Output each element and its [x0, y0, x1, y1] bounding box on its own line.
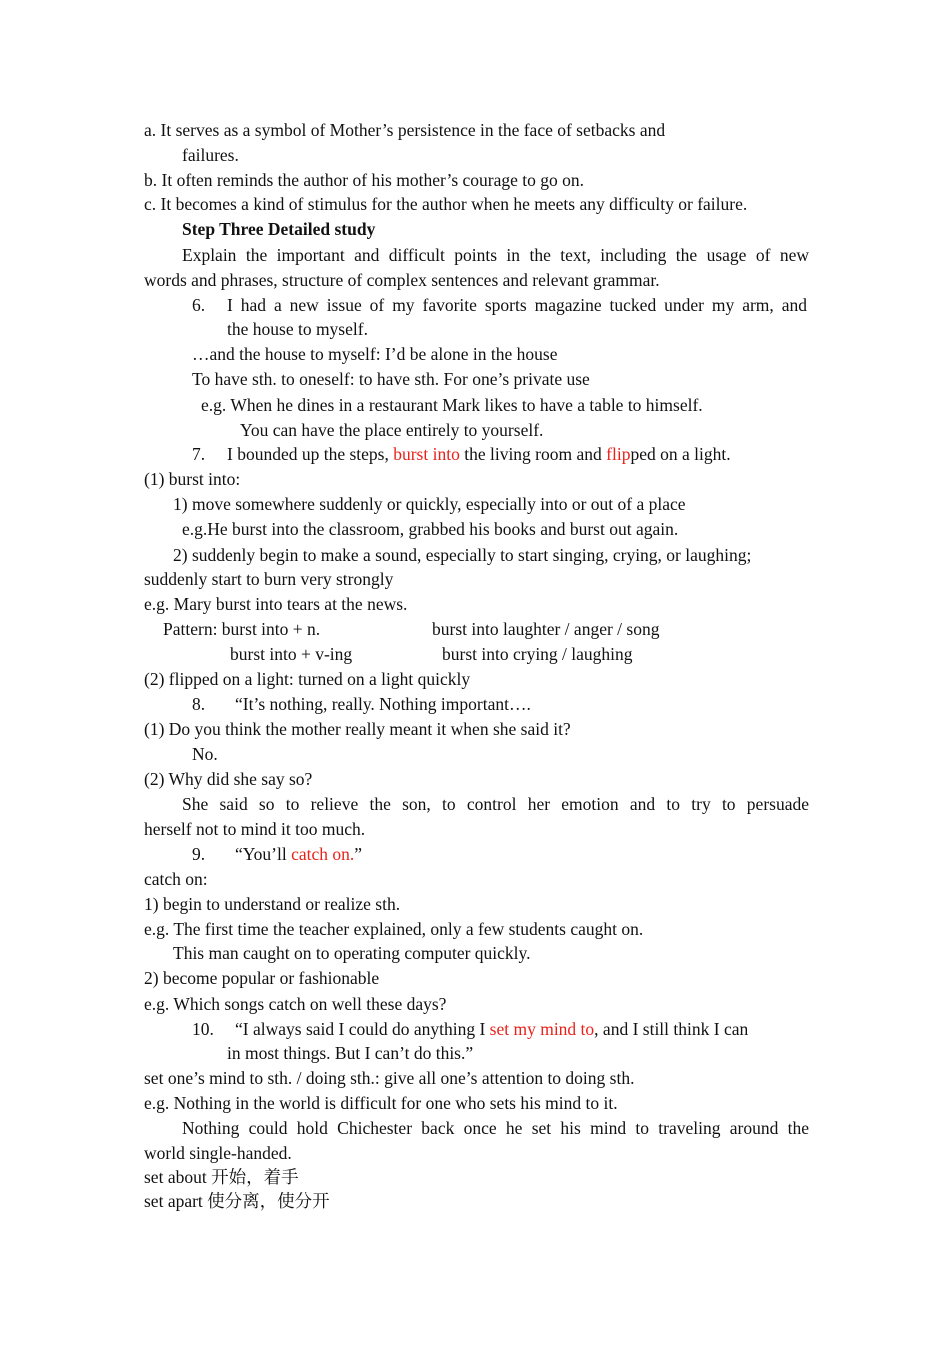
- item-10-line1: [235, 1017, 748, 1041]
- catch-on-example3: e.g. Which songs catch on well these days?: [144, 994, 447, 1014]
- burst-into-example2: e.g. Mary burst into tears at the news.: [144, 594, 408, 614]
- explain-line1: Explain the important and difficult points in the text, including the usage of new: [182, 245, 809, 265]
- pattern-noun-example: burst into laughter / anger / song: [432, 619, 660, 639]
- item-9-text-b: ”: [354, 844, 363, 864]
- item-7-highlight-burst-into: burst into: [393, 444, 460, 464]
- pattern-noun: Pattern: burst into + n.: [163, 619, 321, 639]
- item-7-text-a: I bounded up the steps,: [227, 444, 394, 464]
- item-6-line1: I had a new issue of my favorite sports magazine tucked under my arm, and: [227, 295, 807, 315]
- burst-into-meaning2-line2: suddenly start to burn very strongly: [144, 569, 394, 589]
- item-10-number: 10.: [192, 1019, 214, 1039]
- catch-on-example1: e.g. The first time the teacher explained, only a few students caught on.: [144, 919, 644, 939]
- item-7-number: 7.: [192, 444, 206, 464]
- set-mind-example2-line2: world single-handed.: [144, 1143, 292, 1163]
- set-about: set about 开始，着手: [144, 1167, 299, 1187]
- item-6-note: …and the house to myself: I’d be alone in the house: [192, 344, 558, 364]
- explain-line2: words and phrases, structure of complex sentences and relevant grammar.: [144, 270, 660, 290]
- item-7-sentence: [227, 442, 731, 466]
- item-7-text-b: the living room and: [459, 444, 607, 464]
- item-10-highlight-set-my-mind-to: set my mind to: [489, 1019, 595, 1039]
- item-10-text-a: “I always said I could do anything I: [235, 1019, 490, 1039]
- pattern-ving-example: burst into crying / laughing: [442, 644, 633, 664]
- option-a-line1: a. It serves as a symbol of Mother’s persistence in the face of setbacks and: [144, 120, 666, 140]
- step-heading: Step Three Detailed study: [182, 219, 376, 239]
- catch-on-meaning1: 1) begin to understand or realize sth.: [144, 894, 401, 914]
- option-a-line2: failures.: [182, 145, 239, 165]
- set-apart: set apart 使分离，使分开: [144, 1191, 330, 1211]
- item-6-definition: To have sth. to oneself: to have sth. For one’s private use: [192, 369, 590, 389]
- option-b: b. It often reminds the author of his mother’s courage to go on.: [144, 170, 584, 190]
- item-9-text-a: “You’ll: [235, 844, 292, 864]
- item-7-highlight-flip: flip: [606, 444, 631, 464]
- burst-into-example1: e.g.He burst into the classroom, grabbed his books and burst out again.: [182, 519, 679, 539]
- catch-on-meaning2: 2) become popular or fashionable: [144, 968, 380, 988]
- item-7-text-c: ped on a light.: [630, 444, 731, 464]
- item-10-line2: in most things. But I can’t do this.”: [227, 1043, 474, 1063]
- question-2-answer-line1: She said so to relieve the son, to control her emotion and to try to persuade: [182, 794, 809, 814]
- question-2: (2) Why did she say so?: [144, 769, 313, 789]
- item-6-line2: the house to myself.: [227, 319, 368, 339]
- item-9-number: 9.: [192, 844, 206, 864]
- set-mind-example1: e.g. Nothing in the world is difficult for one who sets his mind to it.: [144, 1093, 618, 1113]
- item-6-example2: You can have the place entirely to yourself.: [240, 420, 544, 440]
- flipped-definition: (2) flipped on a light: turned on a light quickly: [144, 669, 471, 689]
- pattern-ving: burst into + v-ing: [230, 644, 353, 664]
- burst-into-meaning2-line1: 2) suddenly begin to make a sound, especially to start singing, crying, or laughing;: [173, 545, 752, 565]
- item-9-quote: [235, 842, 362, 866]
- item-6-example1: e.g. When he dines in a restaurant Mark likes to have a table to himself.: [201, 395, 703, 415]
- question-1: (1) Do you think the mother really meant it when she said it?: [144, 719, 571, 739]
- question-1-answer: No.: [192, 744, 218, 764]
- item-8-quote: “It’s nothing, really. Nothing important….: [235, 694, 531, 714]
- catch-on-heading: catch on:: [144, 869, 208, 889]
- burst-into-heading: (1) burst into:: [144, 469, 241, 489]
- question-2-answer-line2: herself not to mind it too much.: [144, 819, 366, 839]
- item-6-number: 6.: [192, 295, 206, 315]
- burst-into-meaning1: 1) move somewhere suddenly or quickly, especially into or out of a place: [173, 494, 686, 514]
- catch-on-example2: This man caught on to operating computer quickly.: [173, 943, 531, 963]
- item-9-highlight-catch-on: catch on.: [291, 844, 355, 864]
- item-8-number: 8.: [192, 694, 206, 714]
- set-mind-example2-line1: Nothing could hold Chichester back once he set his mind to traveling around the: [182, 1118, 809, 1138]
- set-mind-definition: set one’s mind to sth. / doing sth.: give all one’s attention to doing sth.: [144, 1068, 635, 1088]
- item-10-text-b: , and I still think I can: [594, 1019, 749, 1039]
- option-c: c. It becomes a kind of stimulus for the author when he meets any difficulty or failure.: [144, 194, 748, 214]
